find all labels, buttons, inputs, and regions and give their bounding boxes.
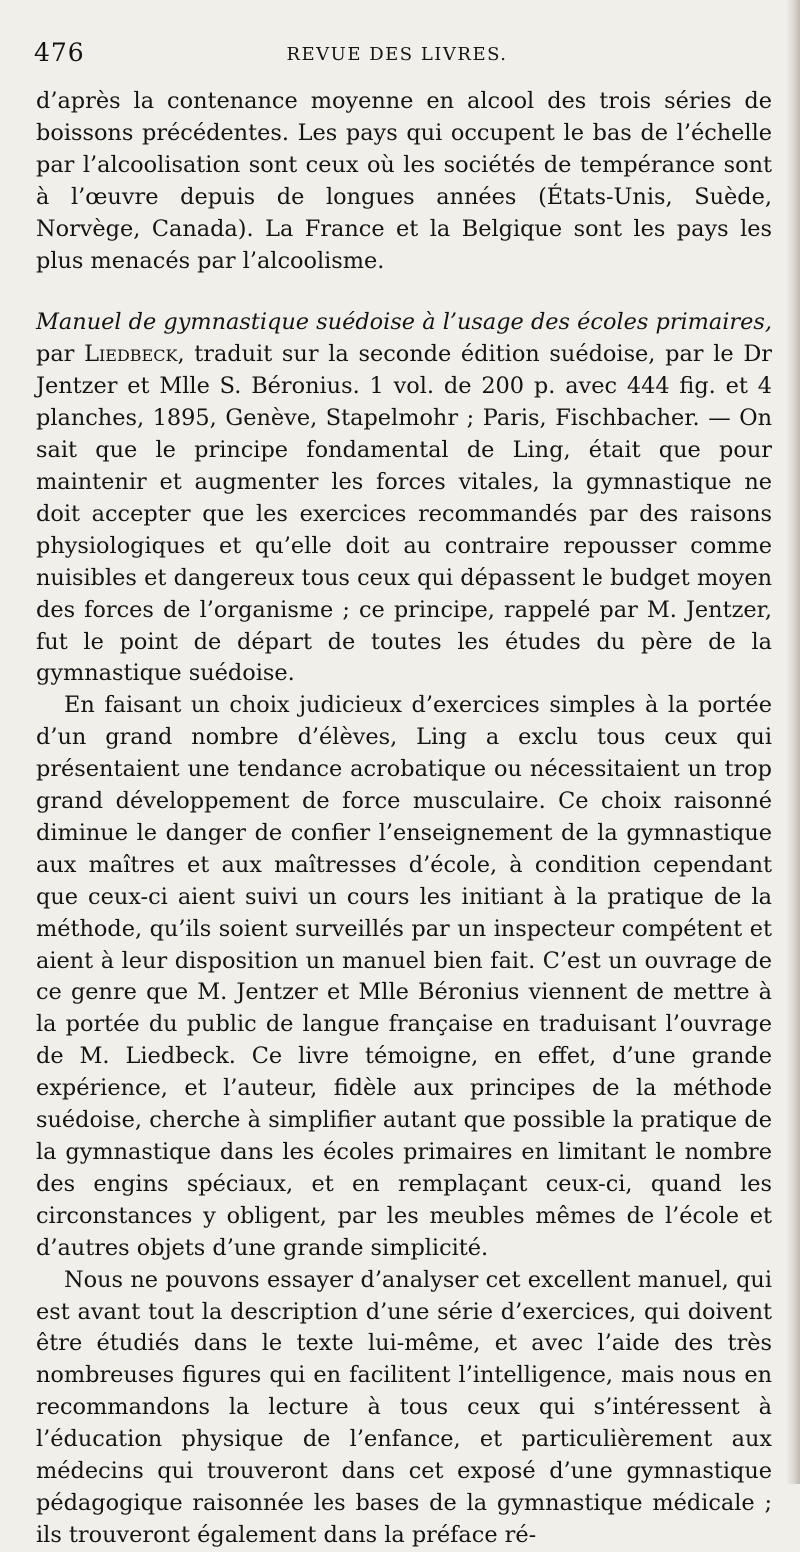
- page-gutter-shadow: [786, 0, 800, 1484]
- continued-paragraph: d’après la contenance moyenne en alcool des trois séries de boissons précédentes. Les pays qui occupent le bas de l’échelle par l’alcoolisation sont ceux où les sociétés de tempérance sont à l’œuvre depuis de longues années (États-Unis, Suède, Norvège, Canada). La France et la Belgique sont les pays les plus menacés par l’alcoolisme.: [36, 88, 772, 274]
- review-book-title: Manuel de gymnastique suédoise à l’usage des écoles primaires,: [36, 309, 772, 336]
- page-header: [34, 38, 760, 74]
- review-citation: , traduit sur la seconde édition suédoise, par le Dr Jentzer et Mlle S. Béronius. 1 vol. de 200 p. avec 444 fig. et 4 planches, 1895, Genève, Stapelmohr ; Paris, Fischbacher.: [36, 341, 772, 432]
- running-title: REVUE DES LIVRES.: [286, 44, 508, 65]
- paragraph-2: En faisant un choix judicieux d’exercices simples à la portée d’un grand nombre d’élèves, Ling a exclu tous ceux qui présentaient une tendance acrobatique ou nécessitaient un trop grand développement de force musculaire. Ce choix raisonné diminue le danger de confier l’enseignement de la gymnastique aux maîtres et aux maîtresses d’école, à condition cependant que ceux-ci aient suivi un cours les initiant à la pratique de la méthode, qu’ils soient surveillés par un inspecteur compétent et aient à leur disposition un manuel bien fait. C’est un ouvrage de ce genre que M. Jentzer et Mlle Béronius viennent de mettre à la portée du public de langue française en traduisant l’ouvrage de M. Liedbeck. Ce livre témoigne, en effet, d’une grande expérience, et l’auteur, fidèle aux principes de la méthode suédoise, cherche à simplifier autant que possible la pratique de la gymnastique dans les écoles primaires en limitant le nombre des engins spéciaux, et en remplaçant ceux-ci, quand les circonstances y obligent, par les meubles mêmes de l’école et d’autres objets d’une grande simplicité.: [36, 692, 772, 1261]
- page-body: [36, 86, 772, 1552]
- page-number: 476: [34, 38, 85, 67]
- review-by: par: [36, 341, 85, 368]
- book-review-entry: [36, 307, 772, 690]
- review-author: Liedbeck: [84, 341, 178, 368]
- paragraph-3: Nous ne pouvons essayer d’analyser cet excellent manuel, qui est avant tout la description d’une série d’exercices, qui doivent être étudiés dans le texte lui-même, et avec l’aide des très nombreuses figures qui en facilitent l’intelligence, mais nous en recommandons la lecture à tous ceux qui s’intéressent à l’éducation physique de l’enfance, et particulièrement aux médecins qui trouveront dans cet exposé d’une gymnastique pédagogique raisonnée les bases de la gymnastique médicale ; ils trouveront également dans la préface ré-: [36, 1266, 772, 1548]
- review-text: — On sait que le principe fondamental de Ling, était que pour maintenir et augmenter les forces vitales, la gymnastique ne doit accepter que les exercices recommandés par des raisons physiologiques et qu’elle doit au contraire repousser comme nuisibles et dangereux tous ceux qui dépassent le budget moyen des forces de l’organisme ; ce principe, rappelé par M. Jentzer, fut le point de départ de toutes les études du père de la gymnastique suédoise.: [36, 405, 772, 687]
